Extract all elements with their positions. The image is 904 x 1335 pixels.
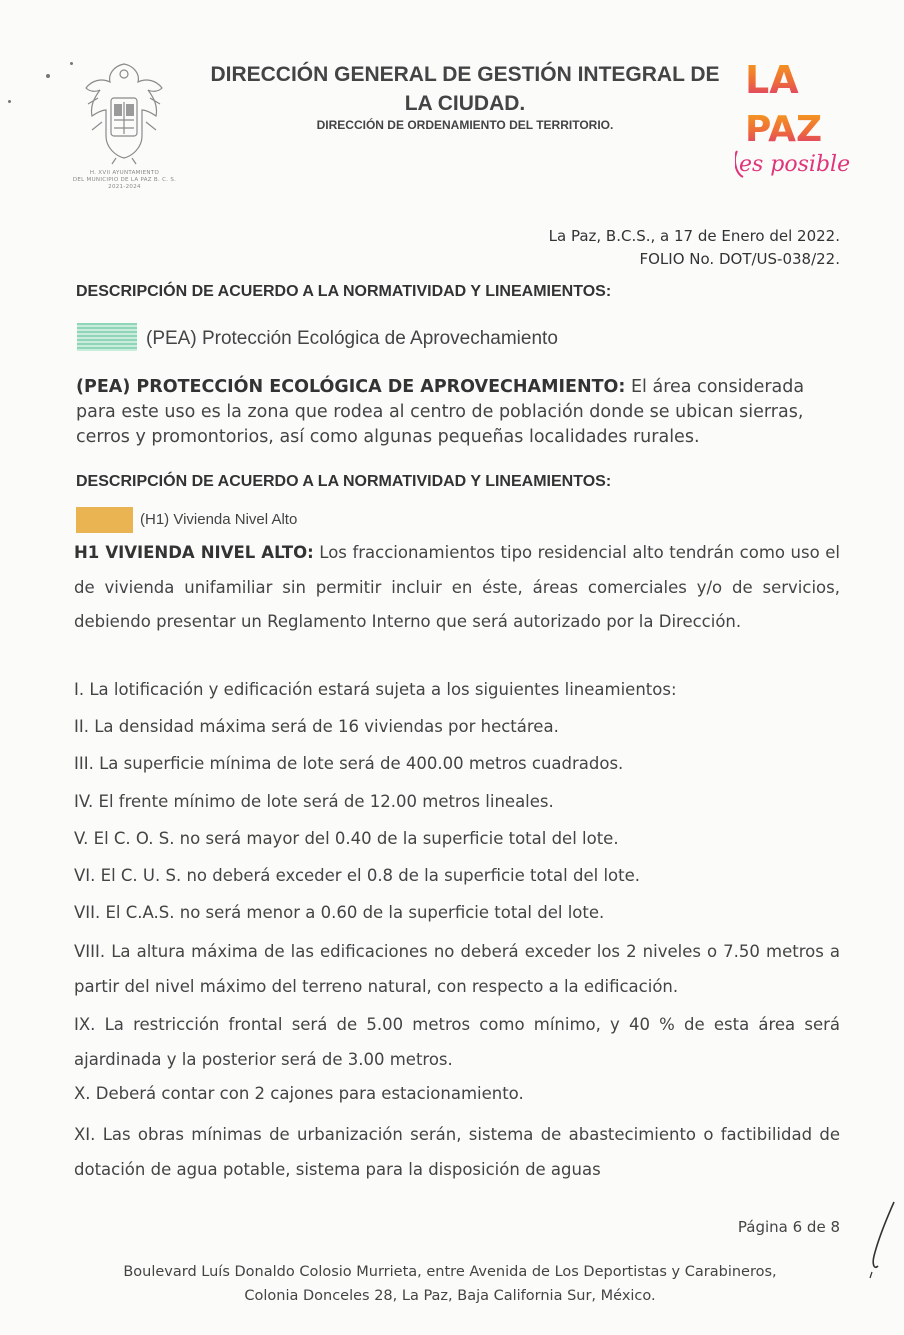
h1-description — [74, 536, 840, 640]
seal-caption-line: H. XVII AYUNTAMIENTO — [89, 170, 160, 176]
list-item: V. El C. O. S. no será mayor del 0.40 de la superficie total del lote. — [74, 829, 619, 848]
la-paz-logo — [735, 55, 870, 190]
footer-address — [60, 1260, 840, 1308]
h1-legend-label: (H1) Vivienda Nivel Alto — [140, 511, 298, 528]
footer-address-line1: Boulevard Luís Donaldo Colosio Murrieta, entre Avenida de Los Deportistas y Carabineros, — [123, 1264, 777, 1280]
scan-speck — [70, 62, 73, 65]
h1-color-swatch — [76, 507, 133, 533]
h1-description-text: Los fraccionamientos tipo residencial alto tendrán como uso el de vivienda unifamiliar sin permitir incluir en éste, áreas comerciales y/o de servicios, debiendo presentar un Reglamento Interno que será autorizado por la Dirección. — [74, 543, 840, 631]
municipal-seal — [52, 58, 197, 198]
logo-text-la: LA — [745, 58, 799, 102]
section-title: DESCRIPCIÓN DE ACUERDO A LA NORMATIVIDAD Y LINEAMIENTOS: — [76, 283, 612, 300]
pea-description-text: El área considerada para este uso es la zona que rodea al centro de población donde se ubican sierras, cerros y promontorios, así como algunas pequeñas localidades rurales. — [76, 377, 805, 447]
pea-color-swatch — [77, 323, 137, 351]
list-item: VII. El C.A.S. no será menor a 0.60 de la superficie total del lote. — [74, 903, 605, 922]
document-folio: FOLIO No. DOT/US-038/22. — [639, 250, 840, 268]
coat-of-arms-icon — [74, 58, 174, 166]
list-item: XI. Las obras mínimas de urbanización serán, sistema de abastecimiento o factibilidad de dotación de agua potable, sistema para la disposición de aguas — [74, 1125, 840, 1179]
logo-text-esposible: es posible — [739, 152, 851, 177]
list-item: X. Deberá contar con 2 cajones para estacionamiento. — [74, 1084, 524, 1103]
page-number: Página 6 de 8 — [737, 1218, 840, 1236]
list-item: VIII. La altura máxima de las edificaciones no deberá exceder los 2 niveles o 7.50 metros a partir del nivel máximo del terreno natural, con respecto a la edificación. — [74, 942, 840, 996]
header-subtitle: DIRECCIÓN DE ORDENAMIENTO DEL TERRITORIO. — [316, 118, 614, 132]
document-date: La Paz, B.C.S., a 17 de Enero del 2022. — [548, 227, 840, 245]
header-title-line1: DIRECCIÓN GENERAL DE GESTIÓN INTEGRAL DE — [210, 63, 720, 86]
seal-caption — [52, 170, 197, 191]
scan-speck — [8, 100, 11, 103]
footer-address-line2: Colonia Donceles 28, La Paz, Baja California Sur, México. — [244, 1288, 656, 1304]
list-item: III. La superficie mínima de lote será de 400.00 metros cuadrados. — [74, 754, 624, 773]
header-title — [195, 60, 735, 118]
seal-caption-line: 2021-2024 — [108, 184, 141, 190]
signature-mark — [868, 1200, 898, 1280]
seal-caption-line: DEL MUNICIPIO DE LA PAZ B. C. S. — [72, 177, 177, 183]
list-item: I. La lotificación y edificación estará sujeta a los siguientes lineamientos: — [74, 680, 677, 699]
pea-legend-label: (PEA) Protección Ecológica de Aprovechamiento — [146, 328, 558, 349]
section-title: DESCRIPCIÓN DE ACUERDO A LA NORMATIVIDAD Y LINEAMIENTOS: — [76, 473, 612, 490]
h1-term: H1 VIVIENDA NIVEL ALTO: — [74, 543, 314, 562]
list-item: II. La densidad máxima será de 16 viviendas por hectárea. — [74, 717, 559, 736]
scan-speck — [46, 74, 50, 78]
header-title-line2: LA CIUDAD. — [404, 92, 526, 115]
list-item: VI. El C. U. S. no deberá exceder el 0.8 de la superficie total del lote. — [74, 866, 640, 885]
list-item: IV. El frente mínimo de lote será de 12.00 metros lineales. — [74, 792, 554, 811]
pea-description — [76, 375, 846, 450]
pea-term: (PEA) PROTECCIÓN ECOLÓGICA DE APROVECHAMIENTO: — [76, 377, 626, 397]
logo-text-paz: PAZ — [745, 109, 823, 150]
list-item: IX. La restricción frontal será de 5.00 metros como mínimo, y 40 % de esta área será ajardinada y la posterior será de 3.00 metros. — [74, 1015, 840, 1069]
